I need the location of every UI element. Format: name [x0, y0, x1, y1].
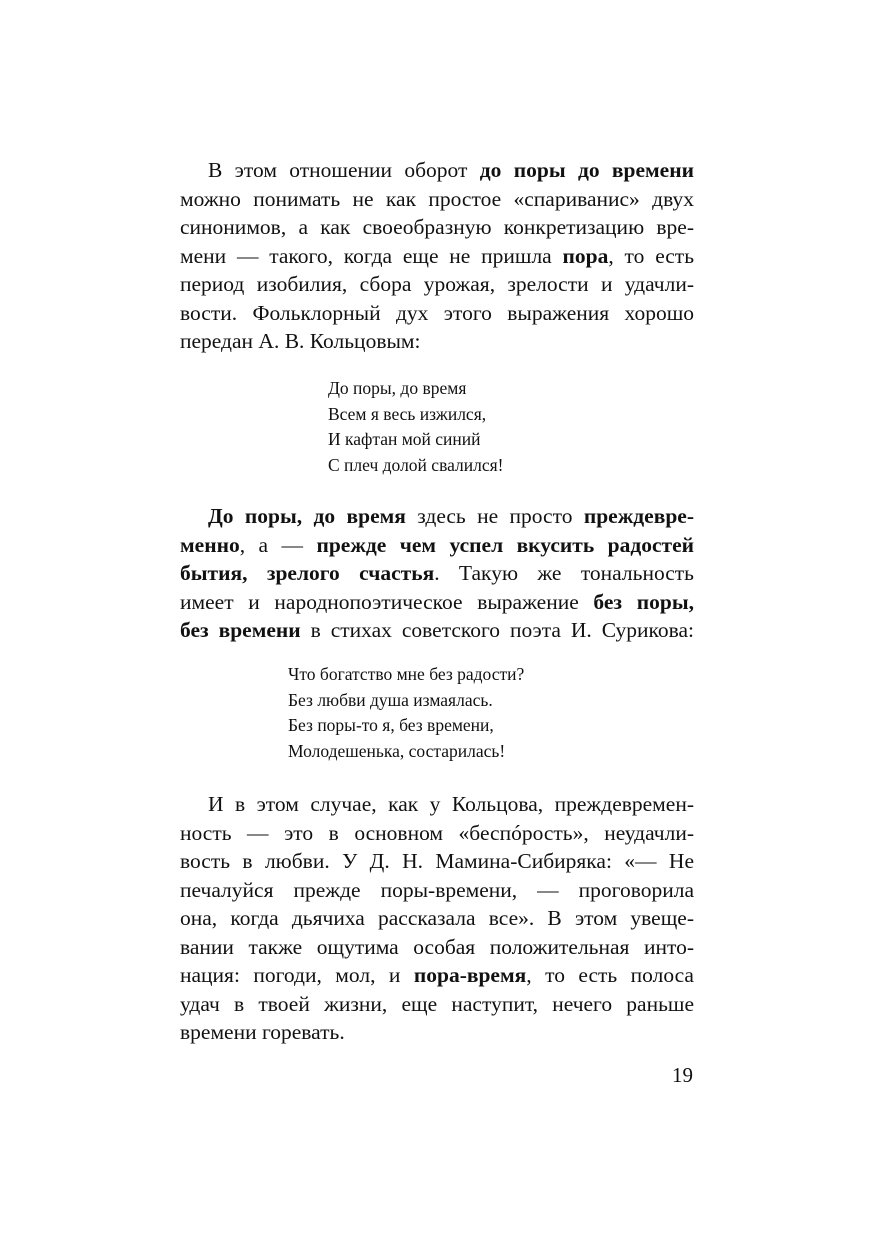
- verse-line: И кафтан мой синий: [328, 429, 481, 449]
- text-line: вость в любви. У Д. Н. Мамина-Сибиряка: «— Не: [180, 849, 694, 873]
- text-line: менно, а — прежде чем успел вкусить радостей: [180, 532, 695, 557]
- verse-line: До поры, до время: [328, 378, 467, 398]
- verse-line: Молодешенька, состарилась!: [288, 740, 506, 761]
- verse-line: Без любви душа измаялась.: [288, 689, 493, 710]
- emphasis: менно: [180, 532, 240, 557]
- verse-line: Что богатство мне без радости?: [288, 664, 525, 684]
- text-line: синонимов, а как своеобразную конкретизацию вре-: [180, 215, 694, 239]
- verse-quote-1: [328, 376, 504, 478]
- text-line: бытия, зрелого счастья. Такую же тональность: [180, 561, 694, 585]
- text-line: До поры, до время здесь не просто преждевре-: [208, 504, 694, 528]
- verse-quote-2: [288, 662, 524, 764]
- verse-line: Без поры-то я, без времени,: [288, 715, 494, 735]
- emphasis: без поры,: [593, 589, 694, 614]
- emphasis: до поры до времени: [479, 158, 694, 182]
- text-line: времени горевать.: [180, 1020, 345, 1044]
- emphasis: пора-время: [413, 963, 527, 987]
- text-line: вании также ощутима особая положительная инто-: [180, 934, 694, 959]
- text-line: печалуйся прежде поры-времени, — проговорила: [180, 877, 694, 902]
- text-line: вости. Фольклорный дух этого выражения хорошо: [180, 300, 694, 325]
- paragraph-3: [180, 790, 694, 1047]
- paragraph-2: [180, 502, 694, 645]
- verse-line: Всем я весь изжился,: [328, 403, 487, 424]
- text-line: имеет и народнопоэтическое выражение без поры,: [180, 589, 694, 614]
- text-line: передан А. В. Кольцовым:: [180, 329, 421, 353]
- page-number: 19: [672, 1063, 693, 1087]
- emphasis: бытия, зрелого счастья: [180, 561, 435, 585]
- text-line: без времени в стихах советского поэта И. Сурикова:: [180, 618, 694, 642]
- emphasis: прежде чем успел вкусить радостей: [316, 532, 695, 557]
- emphasis: преждевре-: [583, 504, 694, 528]
- text-line: ность — это в основном «беспóрость», неудачли-: [180, 820, 694, 845]
- text-line: период изобилия, сбора урожая, зрелости и удачли-: [180, 272, 694, 296]
- text-line: мени — такого, когда еще не пришла пора, то есть: [180, 243, 695, 268]
- text-line: В этом отношении оборот до поры до времени: [208, 158, 694, 182]
- text-line: нация: погоди, мол, и пора-время, то есть полоса: [180, 963, 694, 987]
- text-line: можно понимать не как простое «спариванис» двух: [180, 186, 694, 211]
- emphasis: До поры, до время: [208, 504, 406, 528]
- emphasis: без времени: [180, 618, 301, 642]
- text-line: удач в твоей жизни, еще наступит, нечего раньше: [180, 991, 694, 1016]
- verse-line: С плеч долой свалился!: [328, 454, 504, 475]
- paragraph-1: [180, 156, 694, 356]
- text-line: она, когда дьячиха рассказала все». В этом увеще-: [180, 906, 694, 930]
- emphasis: пора: [562, 243, 609, 268]
- text-line: И в этом случае, как у Кольцова, преждевремен-: [208, 792, 694, 816]
